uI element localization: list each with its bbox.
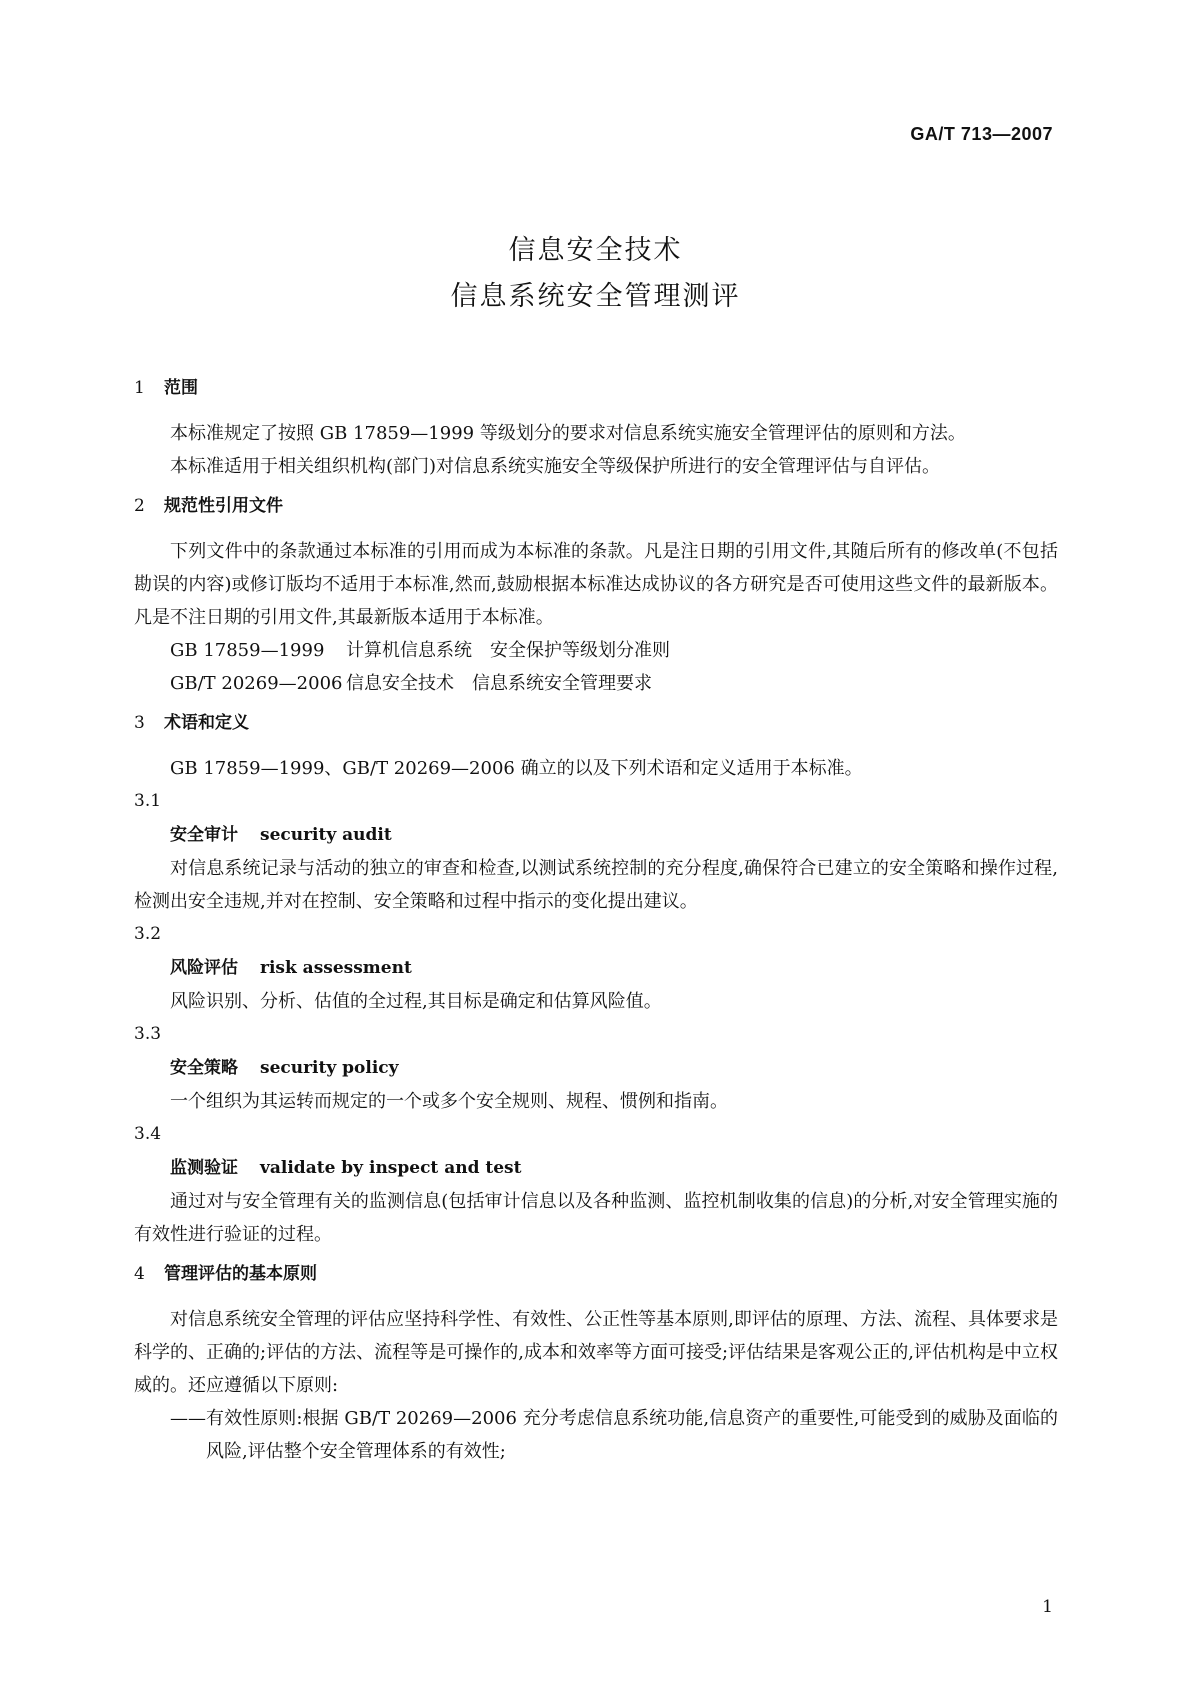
reference-code: GB/T 20269—2006 <box>170 673 343 694</box>
reference-title: 计算机信息系统 安全保护等级划分准则 <box>346 640 670 661</box>
term-heading <box>134 1151 1058 1185</box>
title-line-2: 信息系统安全管理测评 <box>450 281 741 312</box>
section-number: 4 <box>134 1264 145 1284</box>
term-entry <box>134 1118 1058 1251</box>
term-entry <box>134 918 1058 1018</box>
term-chinese: 风险评估 <box>170 958 238 978</box>
section-number: 3 <box>134 713 145 733</box>
section-heading <box>134 1259 1058 1289</box>
section-normative-references <box>134 491 1058 700</box>
section-scope <box>134 373 1058 483</box>
spacer <box>134 700 1058 708</box>
term-heading <box>134 818 1058 852</box>
document-body <box>134 373 1058 1468</box>
term-english: risk assessment <box>260 958 412 978</box>
term-heading <box>134 951 1058 985</box>
term-chinese: 监测验证 <box>170 1158 238 1178</box>
term-entry <box>134 1018 1058 1118</box>
term-english: security audit <box>260 825 392 845</box>
paragraph: 下列文件中的条款通过本标准的引用而成为本标准的条款。凡是注日期的引用文件,其随后所有的修改单(不包括勘误的内容)或修订版均不适用于本标准,然而,鼓励根据本标准达成协议的各方研究是否可使用这些文件的最新版本。凡是不注日期的引用文件,其最新版本适用于本标准。 <box>134 541 1058 628</box>
clause-number: 3.4 <box>134 1124 162 1144</box>
section-number: 2 <box>134 496 145 516</box>
section-heading <box>134 491 1058 521</box>
spacer <box>134 1251 1058 1259</box>
spacer <box>134 521 1058 535</box>
clause-number: 3.3 <box>134 1024 162 1044</box>
section-heading <box>134 373 1058 403</box>
paragraph: 本标准规定了按照 GB 17859—1999 等级划分的要求对信息系统实施安全管理评估的原则和方法。 <box>170 423 966 444</box>
spacer <box>134 738 1058 752</box>
term-definition: 通过对与安全管理有关的监测信息(包括审计信息以及各种监测、监控机制收集的信息)的分析,对安全管理实施的有效性进行验证的过程。 <box>134 1191 1058 1245</box>
reference-code: GB 17859—1999 <box>170 640 325 661</box>
paragraph: 对信息系统安全管理的评估应坚持科学性、有效性、公正性等基本原则,即评估的原理、方法、流程、具体要求是科学的、正确的;评估的方法、流程等是可操作的,成本和效率等方面可接受;评估结果是客观公正的,评估机构是中立权威的。还应遵循以下原则: <box>134 1309 1058 1396</box>
section-title: 范围 <box>164 378 198 398</box>
reference-title: 信息安全技术 信息系统安全管理要求 <box>346 673 652 694</box>
reference-item <box>134 667 1058 700</box>
title-line-1: 信息安全技术 <box>508 235 683 266</box>
spacer <box>134 483 1058 491</box>
term-definition: 风险识别、分析、估值的全过程,其目标是确定和估算风险值。 <box>170 991 662 1012</box>
term-heading <box>134 1051 1058 1085</box>
term-chinese: 安全审计 <box>170 825 238 845</box>
term-english: security policy <box>260 1058 399 1078</box>
paragraph: 本标准适用于相关组织机构(部门)对信息系统实施安全等级保护所进行的安全管理评估与自评估。 <box>170 456 941 477</box>
section-title: 管理评估的基本原则 <box>164 1264 317 1284</box>
page-number: 1 <box>1042 1597 1053 1617</box>
paragraph: GB 17859—1999、GB/T 20269—2006 确立的以及下列术语和定义适用于本标准。 <box>170 758 863 779</box>
reference-item <box>134 634 1058 667</box>
document-title <box>0 228 1191 320</box>
term-definition: 对信息系统记录与活动的独立的审查和检查,以测试系统控制的充分程度,确保符合已建立的安全策略和操作过程,检测出安全违规,并对在控制、安全策略和过程中指示的变化提出建议。 <box>134 858 1058 912</box>
term-english: validate by inspect and test <box>260 1158 522 1178</box>
standard-code: GA/T 713—2007 <box>910 124 1053 144</box>
section-basic-principles <box>134 1259 1058 1468</box>
clause-number: 3.1 <box>134 791 162 811</box>
term-entry <box>134 785 1058 918</box>
section-title: 规范性引用文件 <box>164 496 283 516</box>
spacer <box>134 1289 1058 1303</box>
spacer <box>134 403 1058 417</box>
section-title: 术语和定义 <box>164 713 249 733</box>
term-definition: 一个组织为其运转而规定的一个或多个安全规则、规程、惯例和指南。 <box>170 1091 728 1112</box>
section-terms-definitions <box>134 708 1058 1251</box>
term-chinese: 安全策略 <box>170 1058 238 1078</box>
section-number: 1 <box>134 378 145 398</box>
clause-number: 3.2 <box>134 924 162 944</box>
section-heading <box>134 708 1058 738</box>
principle-item: ——有效性原则:根据 GB/T 20269—2006 充分考虑信息系统功能,信息资产的重要性,可能受到的威胁及面临的风险,评估整个安全管理体系的有效性; <box>170 1408 1058 1462</box>
